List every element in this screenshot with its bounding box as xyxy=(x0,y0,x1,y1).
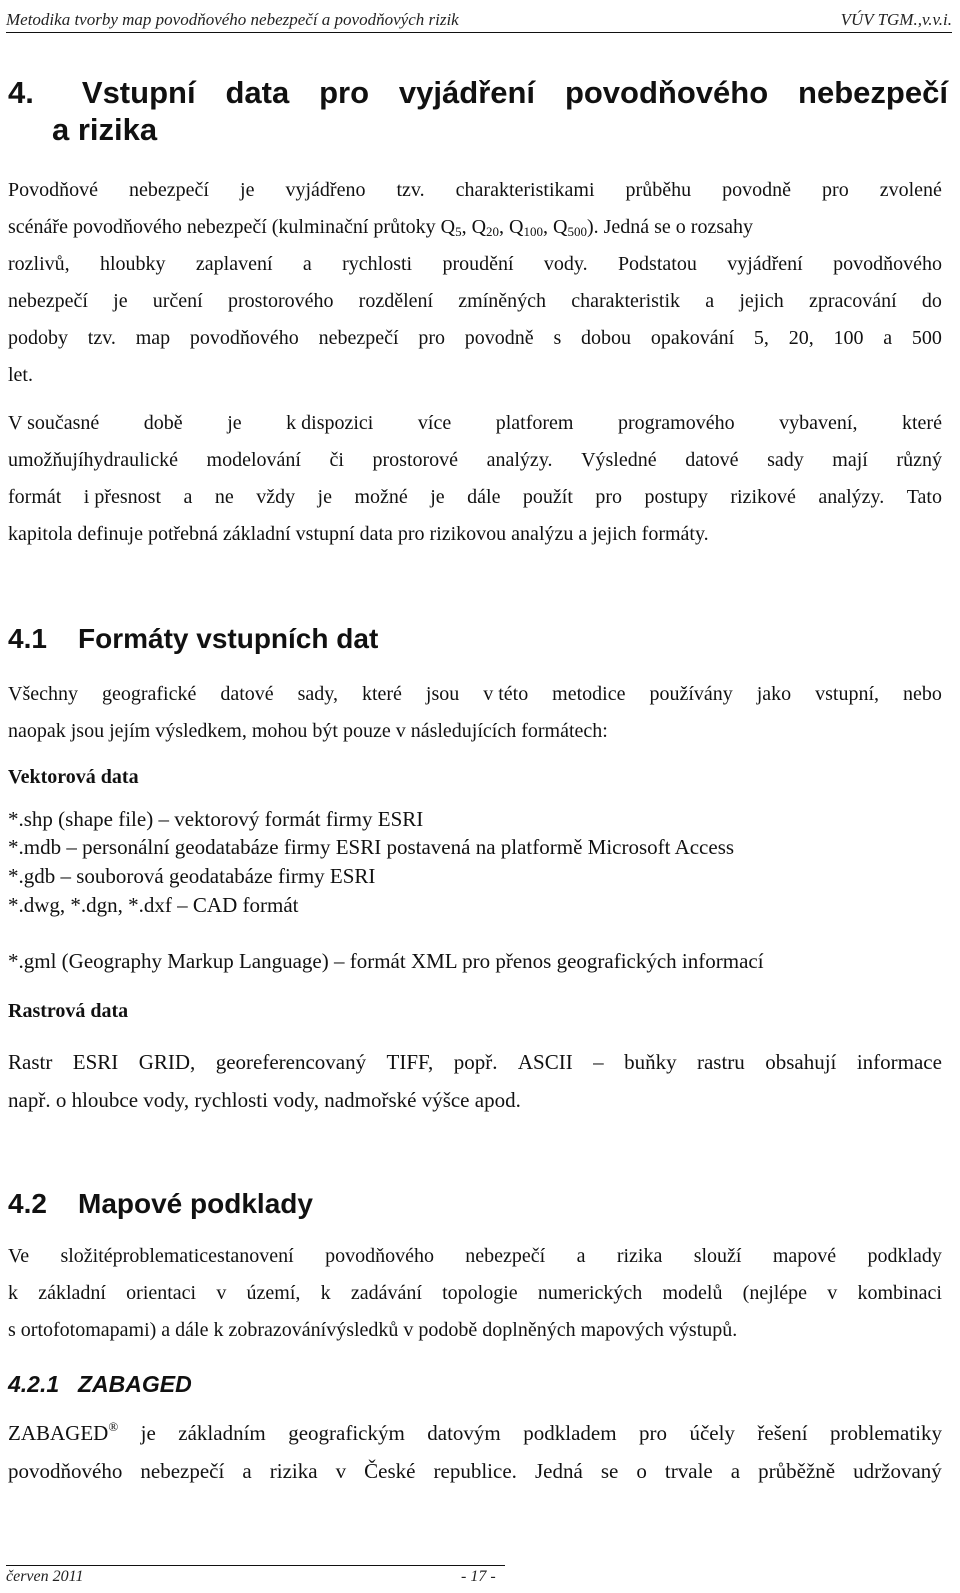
format-list-item: *.dwg, *.dgn, *.dxf – CAD formát xyxy=(8,893,299,917)
word: v xyxy=(216,1282,227,1304)
word: sady, xyxy=(297,683,338,705)
justified-line xyxy=(8,320,942,357)
word: tzv. xyxy=(396,179,425,201)
word: možné xyxy=(354,486,408,508)
chapter-title-word: pro xyxy=(319,75,370,110)
subsection-number: 4.2.1 xyxy=(8,1371,60,1397)
word: a xyxy=(730,1459,741,1483)
word: umožňujíhydraulické xyxy=(8,449,178,471)
word: jejich xyxy=(739,290,784,312)
word: k xyxy=(320,1282,331,1304)
word: modelování xyxy=(206,449,301,471)
word: Povodňové xyxy=(8,179,98,201)
word: rozlivů, xyxy=(8,253,70,275)
paragraph-last-line: kapitola definuje potřebná základní vstupní data pro rizikovou analýzu a jejich formáty. xyxy=(8,523,709,545)
justified-line xyxy=(8,283,942,320)
word: V současné xyxy=(8,412,100,434)
word: nebezpečí xyxy=(465,1245,546,1267)
word: zmíněných xyxy=(458,290,547,312)
word: sady xyxy=(767,449,804,471)
word: je xyxy=(317,486,332,508)
word: zvolené xyxy=(879,179,942,201)
word: Tato xyxy=(906,486,942,508)
word: Výsledné xyxy=(581,449,657,471)
justified-line xyxy=(8,209,942,246)
word: které xyxy=(361,683,402,705)
word: jako xyxy=(756,683,792,705)
word: povodňového xyxy=(325,1245,434,1267)
header-rule xyxy=(6,32,952,33)
chapter-title-word: data xyxy=(225,75,290,110)
word: vždy xyxy=(256,486,296,508)
word: Ve xyxy=(8,1245,30,1267)
word: slouží xyxy=(693,1245,742,1267)
word: programového xyxy=(617,412,735,434)
justified-line xyxy=(8,676,942,713)
word: je xyxy=(227,412,242,434)
word: vstupní, xyxy=(815,683,880,705)
subsection-heading-4-2-1 xyxy=(8,1370,948,1398)
word: 20, xyxy=(788,327,814,349)
paragraph-last-line: let. xyxy=(8,364,33,386)
word: povodňového xyxy=(189,327,299,349)
word: proudění xyxy=(442,253,514,275)
word: použít xyxy=(522,486,573,508)
word: republice. xyxy=(433,1459,517,1483)
word: nebezpečí xyxy=(8,290,88,312)
chapter-number: 4. xyxy=(8,75,34,110)
word: je xyxy=(140,1421,156,1445)
word xyxy=(8,1414,118,1452)
chapter-title-word: Vstupní xyxy=(81,75,196,110)
word: nebezpečí xyxy=(129,179,209,201)
word: pro xyxy=(418,327,445,349)
word: postupy xyxy=(644,486,708,508)
word: v xyxy=(335,1459,347,1483)
word: průběhu xyxy=(625,179,692,201)
word: tzv. xyxy=(87,327,116,349)
chapter-title-word: vyjádření xyxy=(398,75,536,110)
word: rizika xyxy=(269,1459,318,1483)
justified-line xyxy=(8,1275,942,1312)
paragraph-last-line: s ortofotomapami) a dále k zobrazovánívýsledků v podobě doplněných mapových výstupů. xyxy=(8,1319,738,1341)
word: trvale xyxy=(664,1459,713,1483)
section-title: Formáty vstupních dat xyxy=(78,623,379,654)
word: či xyxy=(329,449,344,471)
section-title: Mapové podklady xyxy=(78,1188,313,1219)
justified-line xyxy=(8,246,942,283)
word: topologie xyxy=(442,1282,518,1304)
word: analýzy. xyxy=(486,449,553,471)
footer-rule xyxy=(6,1565,505,1566)
word: povodňového xyxy=(833,253,942,275)
word: Jedná xyxy=(534,1459,583,1483)
word: rozdělení xyxy=(358,290,434,312)
page-number: - 17 - xyxy=(461,1568,496,1585)
section-4-2-paragraph xyxy=(8,1238,942,1349)
word: Rastr xyxy=(8,1050,53,1074)
word: v xyxy=(827,1282,838,1304)
word: určení xyxy=(152,290,203,312)
word: modelů xyxy=(662,1282,723,1304)
word: vyjádřeno xyxy=(285,179,366,201)
word: (nejlépe xyxy=(742,1282,808,1304)
section-number: 4.1 xyxy=(8,623,47,654)
word: GRID, xyxy=(138,1050,196,1074)
word: pro xyxy=(595,486,623,508)
chapter-title-line2: a rizika xyxy=(52,112,158,147)
header-institution: VÚV TGM.,v.v.i. xyxy=(840,10,952,29)
word: orientaci xyxy=(126,1282,197,1304)
word: podkladem xyxy=(523,1421,617,1445)
word: geografickým xyxy=(288,1421,405,1445)
word: numerických xyxy=(537,1282,643,1304)
word: ASCII xyxy=(517,1050,573,1074)
zabaged-name: ZABAGED xyxy=(8,1421,109,1445)
word: udržovaný xyxy=(853,1459,942,1483)
word: do xyxy=(921,290,942,312)
word: scénáře povodňového nebezpečí (kulminační průtoky $Q_5$, $Q_{20}$, $Q_{100}$, $Q_{500}$). Jedná se o rozsahy xyxy=(8,216,753,239)
word: je xyxy=(430,486,445,508)
format-list-item: *.gml (Geography Markup Language) – formát XML pro přenos geografických informací xyxy=(8,949,764,973)
word: TIFF, xyxy=(386,1050,434,1074)
word: k dispozici xyxy=(286,412,374,434)
word: georeferencovaný xyxy=(215,1050,367,1074)
word: s xyxy=(553,327,562,349)
word: povodně xyxy=(722,179,791,201)
word: se xyxy=(600,1459,619,1483)
word: – xyxy=(593,1050,604,1074)
raster-data-label: Rastrová data xyxy=(8,1000,129,1022)
justified-line xyxy=(8,442,942,479)
word: zpracování xyxy=(808,290,897,312)
word: rizika xyxy=(616,1245,663,1267)
justified-line xyxy=(8,1043,942,1081)
justified-line xyxy=(8,1414,942,1452)
word: vyjádření xyxy=(727,253,803,275)
section-heading-4-2 xyxy=(8,1187,948,1221)
justified-line xyxy=(8,172,942,209)
word: analýzy. xyxy=(818,486,885,508)
paragraph-last-line: např. o hloubce vody, rychlosti vody, nadmořské výšce apod. xyxy=(8,1088,521,1112)
word: problematiky xyxy=(830,1421,942,1445)
word: zadávání xyxy=(350,1282,422,1304)
word: kombinaci xyxy=(857,1282,942,1304)
section-heading-4-1 xyxy=(8,622,948,656)
chapter-title-word: povodňového xyxy=(564,75,769,110)
header-title: Metodika tvorby map povodňového nebezpečí a povodňových rizik xyxy=(6,10,459,29)
word: formát xyxy=(8,486,62,508)
word: pro xyxy=(822,179,849,201)
word: a xyxy=(705,290,715,312)
word: zaplavení xyxy=(195,253,273,275)
justified-line xyxy=(8,405,942,442)
word: prostorové xyxy=(372,449,459,471)
word: a xyxy=(183,486,193,508)
subsection-title: ZABAGED xyxy=(78,1371,192,1397)
format-list-item: *.mdb – personální geodatabáze firmy ESRI postavená na platformě Microsoft Access xyxy=(8,835,735,859)
word: platforem xyxy=(495,412,574,434)
word: ESRI xyxy=(72,1050,119,1074)
word: složitéproblematicestanovení xyxy=(60,1245,294,1267)
word: pro xyxy=(639,1421,667,1445)
word: prostorového xyxy=(227,290,334,312)
word: Podstatou xyxy=(617,253,697,275)
word: základním xyxy=(178,1421,266,1445)
word: a xyxy=(242,1459,252,1483)
word: nebo xyxy=(903,683,942,705)
format-list-item: *.gdb – souborová geodatabáze firmy ESRI xyxy=(8,864,376,888)
word: datové xyxy=(220,683,274,705)
format-list-item: *.shp (shape file) – vektorový formát firmy ESRI xyxy=(8,807,424,831)
word: 5, xyxy=(753,327,769,349)
justified-line xyxy=(8,1452,942,1490)
chapter-heading xyxy=(8,74,948,148)
word: vody. xyxy=(543,253,588,275)
word: době xyxy=(143,412,183,434)
word: nebezpečí xyxy=(318,327,399,349)
word: povodně xyxy=(464,327,534,349)
word: dobou xyxy=(581,327,632,349)
word: metodice xyxy=(552,683,626,705)
justified-line xyxy=(8,1238,942,1275)
section-4-1-paragraph xyxy=(8,676,942,750)
word: i přesnost xyxy=(83,486,161,508)
paragraph-last-line: naopak jsou jejím výsledkem, mohou být pouze v následujících formátech: xyxy=(8,720,608,742)
word: charakteristik xyxy=(571,290,681,312)
running-footer xyxy=(6,1568,506,1590)
word: mapové xyxy=(772,1245,837,1267)
word: nebezpečí xyxy=(140,1459,225,1483)
registered-mark: ® xyxy=(108,1419,119,1434)
word: účely xyxy=(689,1421,735,1445)
word: map xyxy=(135,327,171,349)
word: používány xyxy=(649,683,733,705)
word: rastru xyxy=(696,1050,745,1074)
word: 500 xyxy=(911,327,942,349)
word: 100 xyxy=(833,327,864,349)
word: jsou xyxy=(425,683,460,705)
word: více xyxy=(417,412,452,434)
footer-date: červen 2011 xyxy=(6,1568,84,1585)
intro-paragraph-2 xyxy=(8,405,942,553)
word: území, xyxy=(246,1282,301,1304)
chapter-title-word: nebezpečí xyxy=(798,75,948,110)
word: a xyxy=(576,1245,586,1267)
word: je xyxy=(240,179,255,201)
word: je xyxy=(113,290,128,312)
word: popř. xyxy=(453,1050,498,1074)
word: průběžně xyxy=(758,1459,836,1483)
section-4-2-1-paragraph xyxy=(8,1414,942,1490)
word: buňky xyxy=(624,1050,677,1074)
word: geografické xyxy=(101,683,197,705)
word: povodňového xyxy=(8,1459,123,1483)
word: rizikové xyxy=(730,486,796,508)
word: charakteristikami xyxy=(455,179,595,201)
word: a xyxy=(883,327,893,349)
word: podoby xyxy=(8,327,68,349)
running-header xyxy=(6,2,952,30)
word: hloubky xyxy=(100,253,166,275)
word: podklady xyxy=(867,1245,942,1267)
word: k xyxy=(8,1282,18,1304)
word: v této xyxy=(483,683,529,705)
word: vybavení, xyxy=(779,412,858,434)
raster-data-text xyxy=(8,1043,942,1119)
justified-line xyxy=(8,479,942,516)
word: a xyxy=(302,253,312,275)
intro-paragraph-1 xyxy=(8,172,942,394)
section-number: 4.2 xyxy=(8,1188,47,1219)
word: rychlosti xyxy=(342,253,413,275)
word: informace xyxy=(856,1050,942,1074)
word: základní xyxy=(38,1282,106,1304)
word: datové xyxy=(685,449,739,471)
word: datovým xyxy=(427,1421,501,1445)
word: ne xyxy=(214,486,234,508)
word: řešení xyxy=(757,1421,808,1445)
word: mají xyxy=(832,449,868,471)
word: opakování xyxy=(650,327,735,349)
word: různý xyxy=(896,449,942,471)
vector-data-label: Vektorová data xyxy=(8,766,139,788)
word: obsahují xyxy=(765,1050,837,1074)
word: Všechny xyxy=(8,683,78,705)
word: dále xyxy=(467,486,501,508)
word: České xyxy=(364,1459,416,1483)
word: které xyxy=(901,412,942,434)
word: o xyxy=(636,1459,647,1483)
